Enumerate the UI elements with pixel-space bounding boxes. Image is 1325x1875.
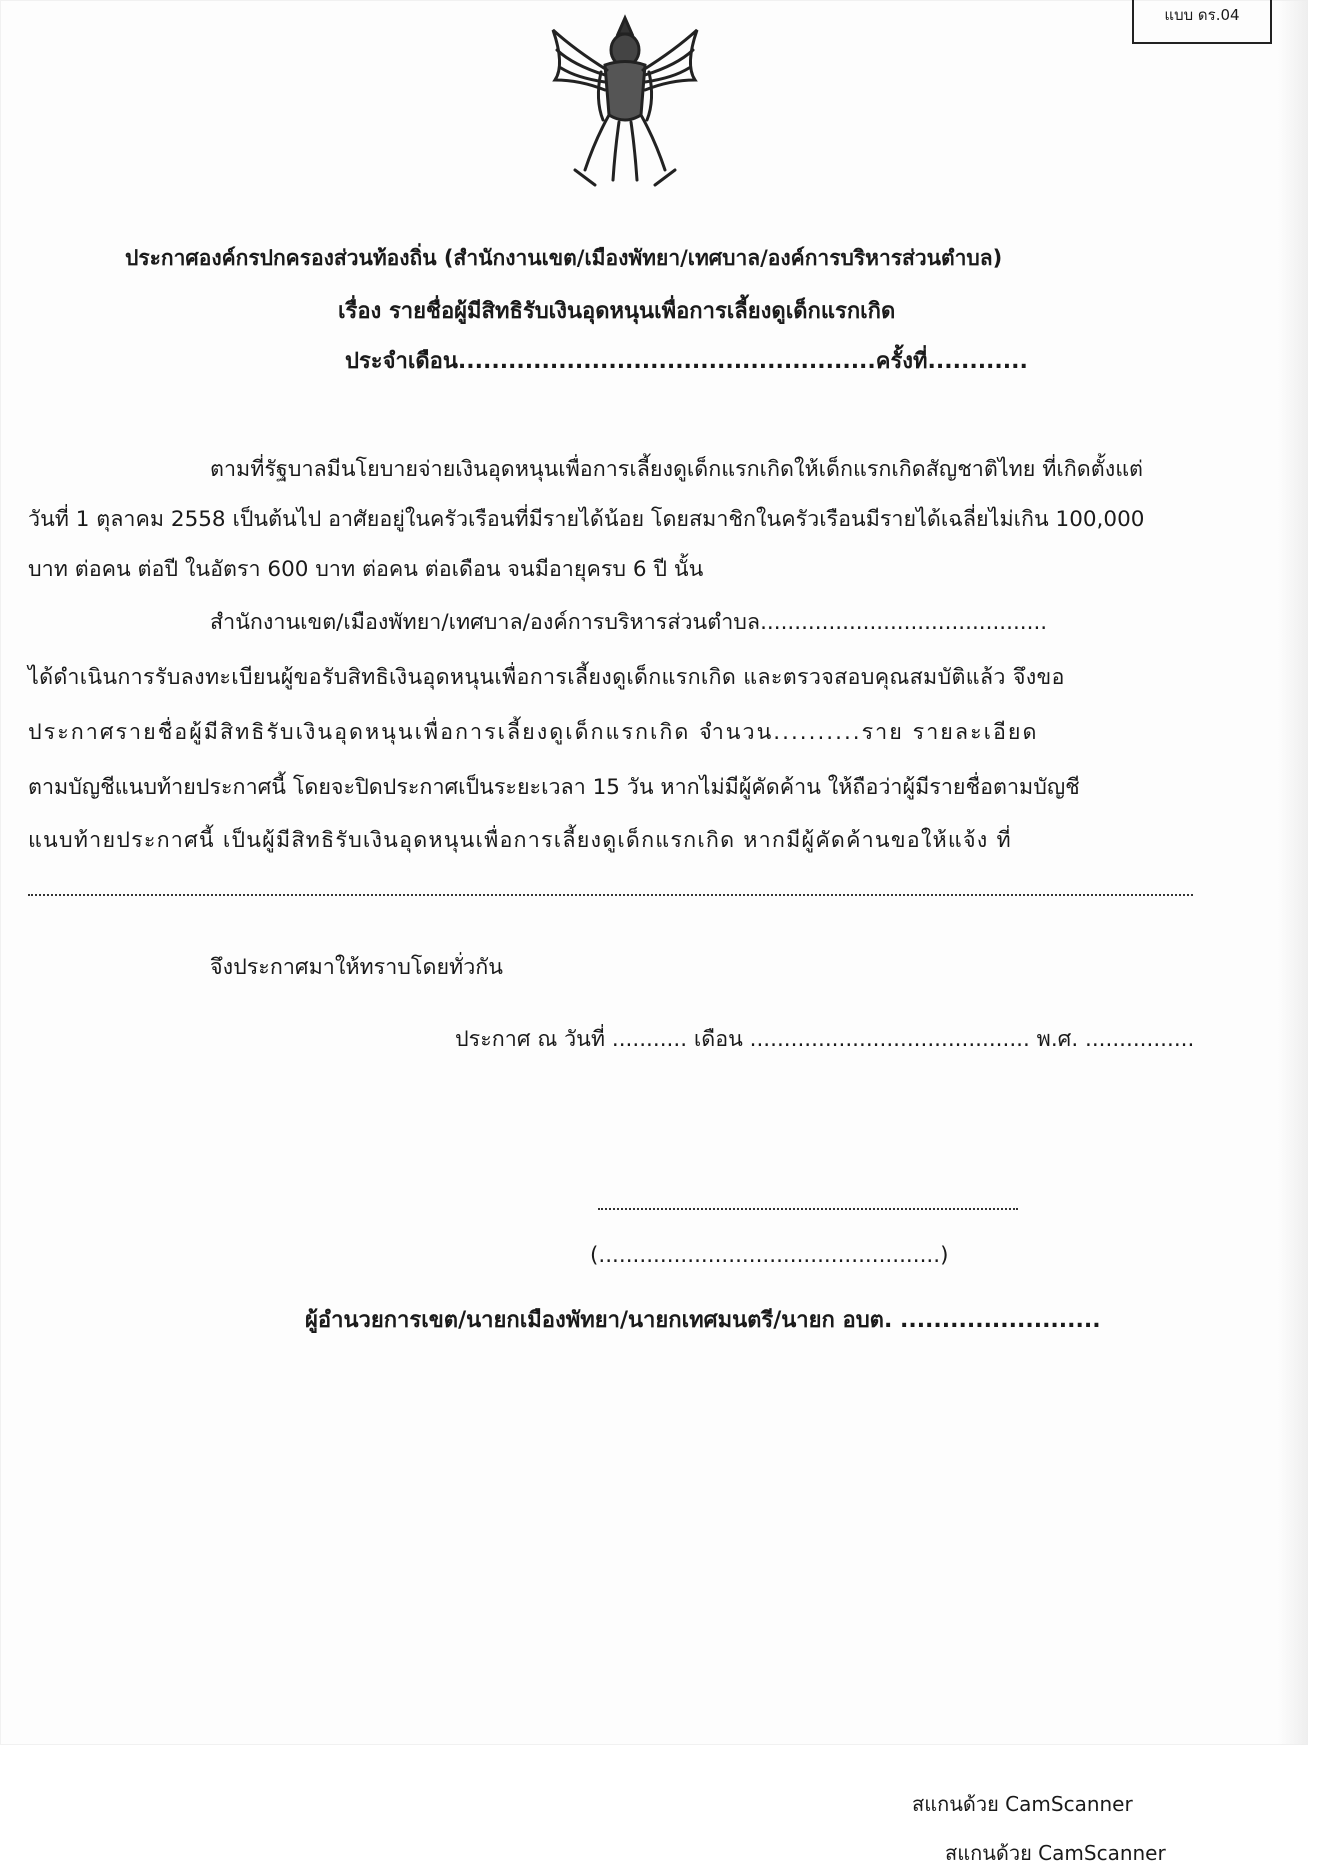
paragraph-2-line-5: แนบท้ายประกาศนี้ เป็นผู้มีสิทธิรับเงินอุดหนุนเพื่อการเลี้ยงดูเด็กแรกเกิด หากมีผู้คัดค้านขอให้แจ้ง ที่ — [28, 828, 1012, 853]
announcement-date-line: ประกาศ ณ วันที่ ........... เดือน ......................................... พ.ศ. ................ — [455, 1027, 1195, 1052]
paragraph-1-line-2: วันที่ 1 ตุลาคม 2558 เป็นต้นไป อาศัยอยู่ในครัวเรือนที่มีรายได้น้อย โดยสมาชิกในครัวเรือนมีรายได้เฉลี่ยไม่เกิน 100,000 — [28, 507, 1145, 532]
announcement-month-round: ประจำเดือน..................................................ครั้งที่............ — [345, 349, 1028, 374]
scanner-watermark-2: สแกนด้วย CamScanner — [945, 1841, 1166, 1865]
form-code-box: แบบ ดร.04 — [1132, 0, 1272, 44]
signatory-name-line: (..................................................) — [590, 1243, 949, 1268]
paragraph-2-line-2: ได้ดำเนินการรับลงทะเบียนผู้ขอรับสิทธิเงินอุดหนุนเพื่อการเลี้ยงดูเด็กแรกเกิด และตรวจสอบคุณสมบัติแล้ว จึงขอ — [28, 665, 1065, 690]
signatory-position: ผู้อำนวยการเขต/นายกเมืองพัทยา/นายกเทศมนตรี/นายก อบต. ........................ — [305, 1308, 1101, 1333]
paragraph-2-line-3: ประกาศรายชื่อผู้มีสิทธิรับเงินอุดหนุนเพื่อการเลี้ยงดูเด็กแรกเกิด จำนวน..........ราย รายละเอียด — [28, 720, 1039, 745]
paragraph-2-line-4: ตามบัญชีแนบท้ายประกาศนี้ โดยจะปิดประกาศเป็นระยะเวลา 15 วัน หากไม่มีผู้คัดค้าน ให้ถือว่าผู้มีรายชื่อตามบัญชี — [28, 775, 1080, 800]
paragraph-2-line-1: สำนักงานเขต/เมืองพัทยา/เทศบาล/องค์การบริหารส่วนตำบล.......................................... — [210, 610, 1048, 635]
signature-dotted-line — [598, 1208, 1018, 1210]
closing-statement: จึงประกาศมาให้ทราบโดยทั่วกัน — [210, 955, 504, 980]
garuda-emblem-icon — [535, 10, 715, 195]
paragraph-1-line-1: ตามที่รัฐบาลมีนโยบายจ่ายเงินอุดหนุนเพื่อการเลี้ยงดูเด็กแรกเกิดให้เด็กแรกเกิดสัญชาติไทย ที่เกิดตั้งแต่ — [210, 457, 1144, 482]
announcement-title: ประกาศองค์กรปกครองส่วนท้องถิ่น (สำนักงานเขต/เมืองพัทยา/เทศบาล/องค์การบริหารส่วนตำบล) — [125, 246, 1003, 270]
scanner-watermark-1: สแกนด้วย CamScanner — [912, 1792, 1133, 1816]
announcement-subject: เรื่อง รายชื่อผู้มีสิทธิรับเงินอุดหนุนเพื่อการเลี้ยงดูเด็กแรกเกิด — [338, 299, 896, 324]
paragraph-1-line-3: บาท ต่อคน ต่อปี ในอัตรา 600 บาท ต่อคน ต่อเดือน จนมีอายุครบ 6 ปี นั้น — [28, 557, 704, 582]
objection-location-dotted-line — [28, 894, 1193, 896]
